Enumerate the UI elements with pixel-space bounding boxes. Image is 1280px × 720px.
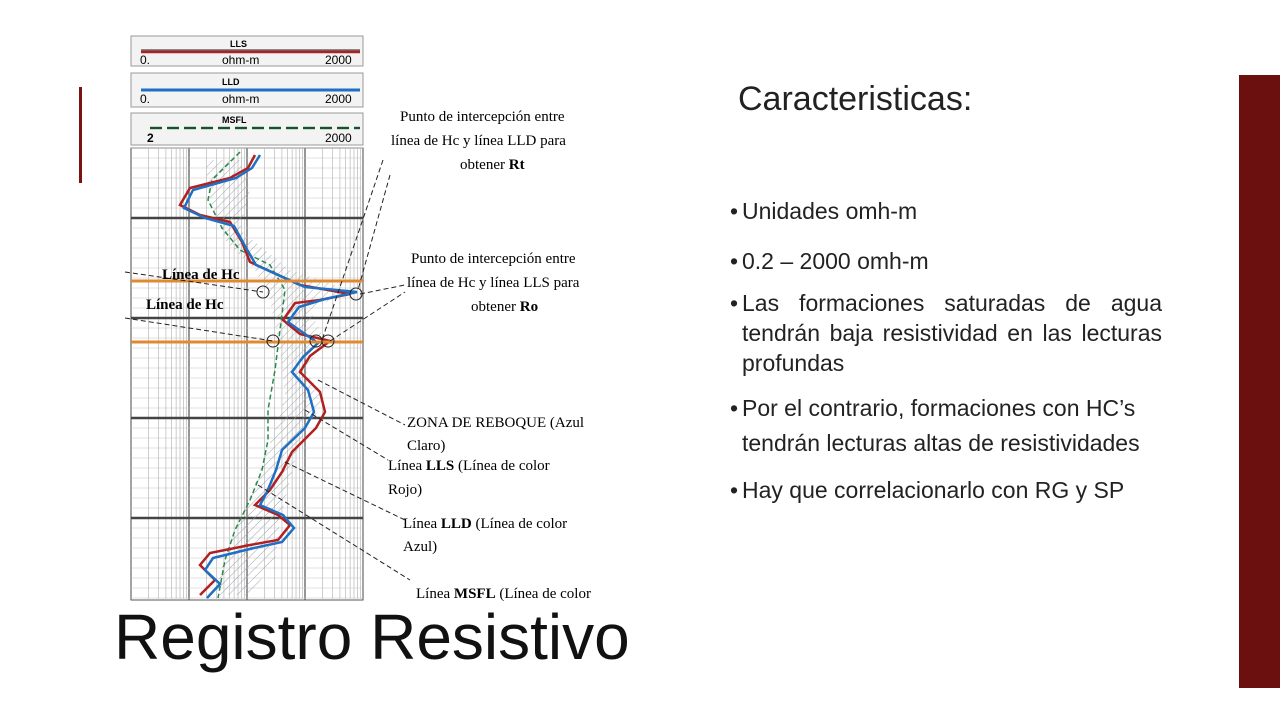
log-header-lld: [131, 73, 363, 107]
annotation-msfl-line1: Línea MSFL (Línea de color: [416, 586, 591, 602]
bullet-item: • Por el contrario, formaciones con HC’s tendrán lecturas altas de resistividades: [732, 391, 1162, 460]
annotation-lld-line1: Línea LLD (Línea de color: [403, 516, 568, 532]
lls-header-name: LLS: [230, 39, 247, 49]
annotation-lls-line1: Línea LLS (Línea de color: [388, 458, 550, 474]
log-header-lls: [131, 36, 363, 67]
section-heading: Caracteristicas:: [738, 80, 973, 118]
slide-title: Registro Resistivo: [114, 601, 630, 673]
lls-header-max: 2000: [325, 53, 352, 67]
bullet-item: • Unidades omh-m: [732, 197, 1162, 227]
lls-header-unit: ohm-m: [222, 53, 260, 67]
annotation-ro-line2: línea de Hc y línea LLS para: [407, 275, 580, 291]
annotation-ro-line1: Punto de intercepción entre: [411, 251, 576, 267]
lld-header-min: 0.: [140, 92, 151, 106]
lld-header-unit: ohm-m: [222, 92, 260, 106]
lld-header-max: 2000: [325, 92, 352, 106]
lld-header-name: LLD: [222, 77, 240, 87]
lls-header-min: 0.: [140, 53, 151, 67]
hc-label-upper: Línea de Hc: [162, 267, 240, 283]
annotation-ro-line3: obtener Ro: [471, 299, 539, 315]
annotation-reboque-line2: Claro): [407, 438, 446, 454]
bullet-item: • Hay que correlacionarlo con RG y SP: [732, 476, 1162, 506]
annotation-ro: [407, 251, 580, 315]
log-header-msfl: [131, 113, 363, 145]
annotation-lls: [388, 458, 550, 498]
msfl-header-name: MSFL: [222, 115, 247, 125]
msfl-header-min: 2: [147, 131, 154, 145]
annotation-reboque: [407, 415, 584, 454]
annotation-rt-line2: línea de Hc y línea LLD para: [391, 133, 566, 149]
annotation-rt-line3: obtener Rt: [460, 157, 525, 173]
msfl-header-max: 2000: [325, 131, 352, 145]
annotation-lld-line2: Azul): [403, 539, 438, 555]
hc-label-lower: Línea de Hc: [146, 297, 224, 313]
bullet-item: • Las formaciones saturadas de agua tendrán baja resistividad en las lecturas profundas: [732, 289, 1162, 379]
bullet-item: • 0.2 – 2000 omh-m: [732, 247, 1162, 277]
annotation-rt-line1: Punto de intercepción entre: [400, 109, 565, 125]
characteristics-list: [732, 197, 1162, 506]
annotation-lls-line2: Rojo): [388, 482, 423, 498]
annotation-reboque-line1: ZONA DE REBOQUE (Azul: [407, 415, 585, 431]
annotation-lld: [403, 516, 567, 555]
annotation-rt: [391, 109, 566, 173]
